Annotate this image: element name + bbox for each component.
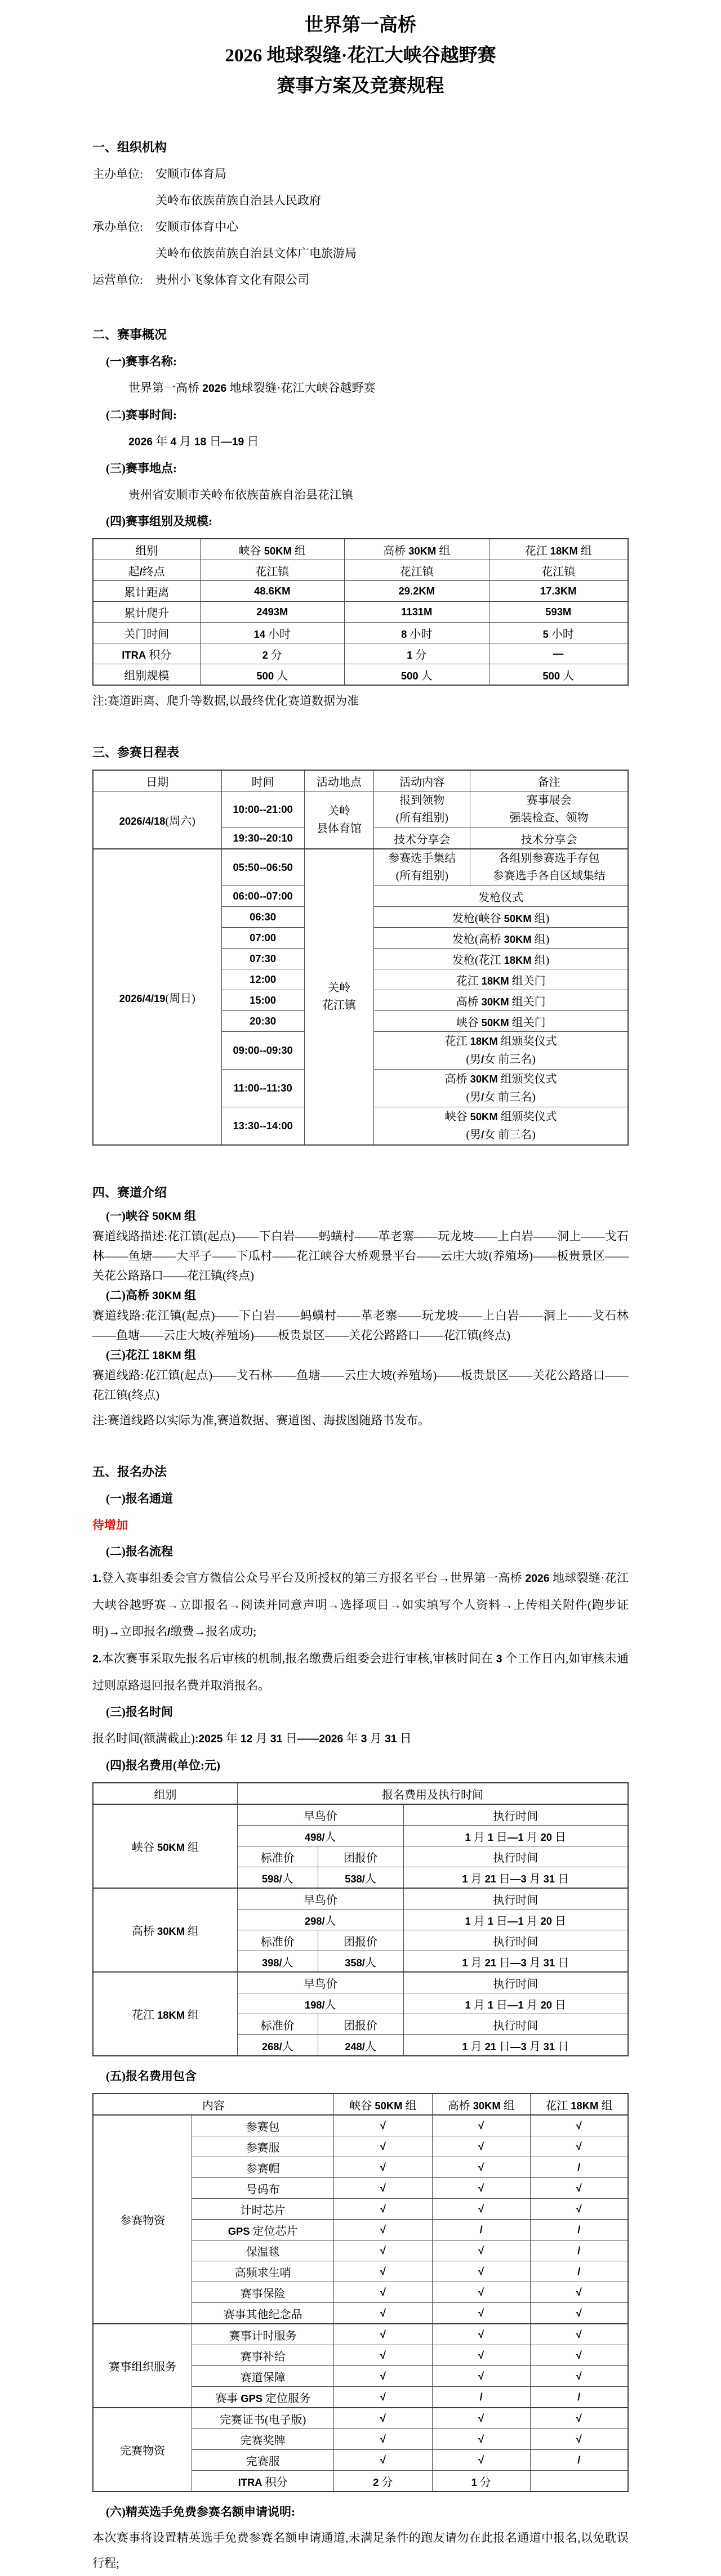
header-cell: 高桥 30KM 组 — [432, 2094, 530, 2115]
item-label: 完赛奖牌 — [192, 2429, 334, 2450]
signup-heading: 五、报名办法 — [92, 1465, 167, 1479]
cell: 标准价 — [238, 1846, 318, 1867]
check-cell: √ — [530, 2178, 628, 2199]
cell: 执行时间 — [403, 1846, 628, 1867]
inclusions-table — [92, 2093, 629, 2492]
inclusions-row — [93, 2324, 628, 2345]
schedule-note-cell: 技术分享会 — [470, 828, 628, 849]
signup-channel-label: (一)报名通道 — [106, 1492, 173, 1505]
item-label: 赛事其他纪念品 — [192, 2303, 334, 2324]
check-cell: √ — [432, 2157, 530, 2178]
schedule-venue-cell — [304, 791, 374, 849]
item-label: 计时芯片 — [192, 2199, 334, 2220]
check-cell: √ — [334, 2157, 433, 2178]
check-cell: √ — [432, 2282, 530, 2303]
cell: 1 月 21 日—3 月 31 日 — [403, 1951, 628, 1973]
content-line: 报到领物 — [399, 794, 445, 807]
inclusions-group-name: 赛事组织服务 — [93, 2324, 192, 2408]
check-cell: √ — [432, 2345, 530, 2366]
overview-item4-label: (四)赛事组别及规模: — [106, 515, 212, 528]
check-cell: √ — [334, 2408, 433, 2429]
check-cell: / — [432, 2220, 530, 2240]
overview-heading: 二、赛事概况 — [92, 328, 167, 342]
schedule-time-cell: 05:50--06:50 — [221, 849, 304, 886]
cell: ITRA 积分 — [93, 643, 200, 664]
cell: 17.3KM — [489, 581, 628, 602]
cell: — — [489, 643, 628, 664]
overview-item2-value: 2026 年 4 月 18 日—19 日 — [128, 435, 259, 448]
fees-group-name: 花江 18KM 组 — [93, 1972, 238, 2056]
item-label: 赛道保障 — [192, 2366, 334, 2387]
cell: 早鸟价 — [238, 1972, 404, 1993]
venue-line: 关岭 — [328, 804, 350, 817]
item-label: 赛事计时服务 — [192, 2324, 334, 2345]
check-cell: √ — [334, 2366, 433, 2387]
cell: 执行时间 — [403, 1972, 628, 1993]
org-host-value: 安顺市体育局 — [155, 167, 226, 181]
item-label: 赛事 GPS 定位服务 — [192, 2387, 334, 2408]
check-cell: √ — [432, 2178, 530, 2199]
schedule-time-cell: 06:00--07:00 — [221, 886, 304, 907]
overview-item1-value: 世界第一高桥 2026 地球裂缝·花江大峡谷越野赛 — [128, 381, 376, 395]
cell: 268/人 — [238, 2035, 318, 2056]
cell: 498/人 — [238, 1826, 404, 1846]
header-cell: 时间 — [221, 770, 304, 791]
check-cell: √ — [334, 2136, 433, 2157]
cell: 标准价 — [238, 1930, 318, 1951]
check-cell: √ — [432, 2366, 530, 2387]
check-cell: √ — [334, 2115, 433, 2136]
schedule-note-cell — [470, 791, 628, 828]
schedule-event-cell — [374, 1107, 628, 1146]
cell: 累计爬升 — [93, 602, 200, 623]
event-line: (男/女 前三名) — [466, 1091, 536, 1103]
cell: 1 月 1 日—1 月 20 日 — [403, 1993, 628, 2014]
overview-item3-label: (三)赛事地点: — [106, 462, 177, 475]
schedule-date-cell: 2026/4/19(周日) — [93, 849, 221, 1145]
cell: 执行时间 — [403, 1930, 628, 1951]
content-line: (所有组别) — [395, 870, 448, 882]
check-cell: √ — [530, 2303, 628, 2324]
schedule-event-cell: 发枪(高桥 30KM 组) — [374, 928, 628, 949]
cell: 500 人 — [345, 664, 489, 686]
schedule-heading: 三、参赛日程表 — [92, 745, 180, 759]
venue-line: 花江镇 — [322, 999, 356, 1012]
elite-heading: (六)精英选手免费参赛名额申请说明: — [106, 2505, 295, 2519]
schedule-event-cell — [374, 1032, 628, 1070]
check-cell: / — [530, 2220, 628, 2240]
header-cell: 高桥 30KM 组 — [345, 539, 489, 560]
org-host-value-2: 关岭布依族苗族自治县人民政府 — [155, 194, 321, 207]
document-page — [92, 0, 629, 2576]
cell: 14 小时 — [200, 623, 345, 643]
header-cell: 内容 — [93, 2094, 334, 2115]
schedule-time-cell: 20:30 — [221, 1011, 304, 1032]
org-operate-label: 运营单位: — [92, 273, 143, 287]
cell: 早鸟价 — [238, 1804, 404, 1826]
signup-channel-pending: 待增加 — [92, 1518, 128, 1532]
header-cell: 活动内容 — [374, 770, 470, 791]
schedule-row — [93, 791, 628, 828]
table-header-row — [93, 539, 628, 560]
check-cell: / — [530, 2387, 628, 2408]
check-cell: √ — [530, 2115, 628, 2136]
check-cell: √ — [334, 2220, 433, 2240]
title-line-1: 世界第一高桥 — [305, 15, 416, 35]
table-row — [93, 643, 628, 664]
schedule-content-cell — [374, 791, 470, 828]
cell: 组别规模 — [93, 664, 200, 686]
schedule-content-cell: 技术分享会 — [374, 828, 470, 849]
course-heading: 四、赛道介绍 — [92, 1186, 167, 1200]
overview-item1-label: (一)赛事名称: — [106, 355, 177, 368]
event-line: (男/女 前三名) — [466, 1129, 536, 1141]
schedule-event-cell: 花江 18KM 组关门 — [374, 969, 628, 990]
check-cell: √ — [334, 2178, 433, 2199]
check-cell: √ — [530, 2136, 628, 2157]
schedule-event-cell: 发枪(花江 18KM 组) — [374, 949, 628, 969]
schedule-content-cell — [374, 849, 470, 886]
cell: 1 分 — [345, 643, 489, 664]
header-cell: 峡谷 50KM 组 — [200, 539, 345, 560]
schedule-event-cell: 发枪(峡谷 50KM 组) — [374, 907, 628, 928]
schedule-event-cell: 高桥 30KM 组关门 — [374, 990, 628, 1011]
check-cell: √ — [530, 2199, 628, 2220]
schedule-time-cell: 10:00--21:00 — [221, 791, 304, 828]
check-cell: √ — [432, 2240, 530, 2261]
cell: 2493M — [200, 602, 345, 623]
check-cell: 1 分 — [432, 2471, 530, 2492]
fees-row — [93, 1972, 628, 1993]
overview-item3-value: 贵州省安顺市关岭布依族苗族自治县花江镇 — [128, 488, 353, 502]
check-cell: √ — [530, 2324, 628, 2345]
header-cell: 日期 — [93, 770, 221, 791]
check-cell: √ — [334, 2282, 433, 2303]
event-line: 峡谷 50KM 组颁奖仪式 — [444, 1111, 557, 1123]
cell: 花江镇 — [489, 560, 628, 581]
schedule-note-cell — [470, 849, 628, 886]
inclusions-header-row — [93, 2094, 628, 2115]
check-cell: √ — [432, 2303, 530, 2324]
check-cell: / — [530, 2261, 628, 2282]
schedule-time-cell: 11:00--11:30 — [221, 1070, 304, 1107]
schedule-time-cell: 07:30 — [221, 949, 304, 969]
check-cell: / — [530, 2240, 628, 2261]
cell: 花江镇 — [345, 560, 489, 581]
check-cell: √ — [334, 2324, 433, 2345]
header-cell: 花江 18KM 组 — [489, 539, 628, 560]
table-row — [93, 581, 628, 602]
title-line-2: 2026 地球裂缝·花江大峡谷越野赛 — [225, 46, 496, 66]
item-label: 保温毯 — [192, 2240, 334, 2261]
item-label: 赛事补给 — [192, 2345, 334, 2366]
cell: 29.2KM — [345, 581, 489, 602]
table-row — [93, 560, 628, 581]
item-label: 参赛帽 — [192, 2157, 334, 2178]
schedule-event-cell — [374, 1070, 628, 1107]
item-label: 号码布 — [192, 2178, 334, 2199]
check-cell: √ — [432, 2199, 530, 2220]
schedule-row — [93, 849, 628, 886]
schedule-time-cell: 07:00 — [221, 928, 304, 949]
check-cell: / — [530, 2157, 628, 2178]
schedule-event-cell: 发枪仪式 — [374, 886, 628, 907]
fees-row — [93, 1804, 628, 1826]
schedule-time-cell: 09:00--09:30 — [221, 1032, 304, 1070]
schedule-event-cell: 峡谷 50KM 组关门 — [374, 1011, 628, 1032]
check-cell: √ — [530, 2345, 628, 2366]
header-cell: 组别 — [93, 1783, 238, 1804]
item-label: 参赛服 — [192, 2136, 334, 2157]
race-groups-note: 注:赛道距离、爬升等数据,以最终优化赛道数据为准 — [92, 694, 359, 708]
signup-fee-label: (四)报名费用(单位:元) — [106, 1759, 220, 1772]
content-line: (所有组别) — [395, 812, 448, 824]
note-line: 参赛选手各自区域集结 — [492, 870, 606, 882]
header-cell: 活动地点 — [304, 770, 374, 791]
cell: 关门时间 — [93, 623, 200, 643]
item-label: 完赛服 — [192, 2450, 334, 2471]
table-row — [93, 602, 628, 623]
signup-flow-step1: 1.登入赛事组委会官方微信公众号平台及所授权的第三方报名平台→世界第一高桥 2026 地球裂缝·花江大峡谷越野赛→立即报名→阅读并同意声明→选择项目→如实填写个人资料→上传相关附件(跑步证明)→立即报名/缴费→报名成功; — [92, 1571, 629, 1638]
cell: 团报价 — [318, 1930, 403, 1951]
cell: 花江镇 — [200, 560, 345, 581]
venue-line: 关岭 — [328, 982, 350, 994]
header-cell: 花江 18KM 组 — [530, 2094, 628, 2115]
inclusions-row — [93, 2115, 628, 2136]
check-cell — [530, 2471, 628, 2492]
header-cell: 报名费用及执行时间 — [238, 1783, 629, 1804]
org-operate-line — [92, 267, 629, 293]
cell: 598/人 — [238, 1867, 318, 1889]
check-cell: √ — [530, 2282, 628, 2303]
schedule-header-row — [93, 770, 628, 791]
check-cell: √ — [432, 2429, 530, 2450]
cell: 执行时间 — [403, 1888, 628, 1909]
title-line-3: 赛事方案及竞赛规程 — [277, 76, 444, 96]
inclusions-group-name: 完赛物资 — [93, 2408, 192, 2492]
course-group2-desc: 赛道线路:花江镇(起点)——下白岩——蚂蟥村——革老寨——玩龙坡——上白岩——洞上——戈石林——鱼塘——云庄大坡(养殖场)——板贵景区——关花公路路口——花江镇(终点) — [92, 1309, 629, 1342]
cell: 538/人 — [318, 1867, 403, 1889]
check-cell: √ — [432, 2115, 530, 2136]
cell: 298/人 — [238, 1909, 404, 1930]
note-line: 赛事展会 — [526, 794, 572, 807]
org-host-label: 主办单位: — [92, 167, 143, 181]
org-undertake-value-2: 关岭布依族苗族自治县文体广电旅游局 — [155, 247, 357, 260]
signup-flow-step2: 2.本次赛事采取先报名后审核的机制,报名缴费后组委会进行审核,审核时间在 3 个工作日内,如审核未通过则原路退回报名费并取消报名。 — [92, 1652, 629, 1692]
table-row — [93, 664, 628, 686]
org-host-line — [92, 161, 629, 187]
note-line: 强装检查、领物 — [509, 812, 589, 824]
cell: 早鸟价 — [238, 1888, 404, 1909]
check-cell: √ — [334, 2387, 433, 2408]
event-line: (男/女 前三名) — [466, 1053, 536, 1066]
check-cell: √ — [432, 2408, 530, 2429]
cell: 执行时间 — [403, 1804, 628, 1826]
org-undertake-label: 承办单位: — [92, 220, 143, 234]
header-cell: 组别 — [93, 539, 200, 560]
cell: 358/人 — [318, 1951, 403, 1973]
venue-line: 县体育馆 — [317, 822, 362, 835]
table-row — [93, 623, 628, 643]
item-label: 赛事保险 — [192, 2282, 334, 2303]
schedule-time-cell: 06:30 — [221, 907, 304, 928]
cell: 593M — [489, 602, 628, 623]
signup-time-label: (三)报名时间 — [106, 1705, 173, 1719]
check-cell: √ — [334, 2240, 433, 2261]
check-cell: √ — [432, 2324, 530, 2345]
cell: 48.6KM — [200, 581, 345, 602]
schedule-time-cell: 15:00 — [221, 990, 304, 1011]
elite-paragraph: 本次赛事将设置精英选手免费参赛名额申请通道,未满足条件的跑友请勿在此报名通道中报名,以免耽误行程; — [92, 2531, 629, 2570]
cell: 1 月 21 日—3 月 31 日 — [403, 2035, 628, 2056]
item-label: 完赛证书(电子版) — [192, 2408, 334, 2429]
race-groups-table — [92, 538, 629, 686]
item-label: 高频求生哨 — [192, 2261, 334, 2282]
event-line: 花江 18KM 组颁奖仪式 — [444, 1035, 557, 1048]
signup-time-value: 报名时间(额满截止):2025 年 12 月 31 日——2026 年 3 月 31 日 — [92, 1732, 412, 1745]
item-label: 参赛包 — [192, 2115, 334, 2136]
fees-group-name: 峡谷 50KM 组 — [93, 1804, 238, 1888]
cell: 2 分 — [200, 643, 345, 664]
section-course — [92, 1179, 629, 1434]
check-cell: √ — [334, 2429, 433, 2450]
event-line: 高桥 30KM 组颁奖仪式 — [444, 1073, 557, 1085]
section-signup — [92, 1459, 629, 2576]
check-cell: / — [432, 2387, 530, 2408]
cell: 500 人 — [489, 664, 628, 686]
cell: 1 月 1 日—1 月 20 日 — [403, 1909, 628, 1930]
note-line: 各组别参赛选手存包 — [498, 852, 600, 865]
inclusions-row — [93, 2408, 628, 2429]
overview-item2-label: (二)赛事时间: — [106, 408, 177, 422]
fees-header-row — [93, 1783, 628, 1804]
cell: 团报价 — [318, 1846, 403, 1867]
fees-table — [92, 1782, 629, 2056]
header-cell: 峡谷 50KM 组 — [334, 2094, 433, 2115]
check-cell: / — [530, 2450, 628, 2471]
cell: 248/人 — [318, 2035, 403, 2056]
check-cell: √ — [530, 2366, 628, 2387]
course-group3-desc: 赛道线路:花江镇(起点)——戈石林——鱼塘——云庄大坡(养殖场)——板贵景区——关花公路路口——花江镇(终点) — [92, 1368, 629, 1402]
cell: 团报价 — [318, 2014, 403, 2035]
fees-group-name: 高桥 30KM 组 — [93, 1888, 238, 1972]
cell: 398/人 — [238, 1951, 318, 1973]
check-cell: √ — [334, 2450, 433, 2471]
schedule-venue-cell — [304, 849, 374, 1145]
org-heading: 一、组织机构 — [92, 140, 167, 154]
schedule-table — [92, 770, 629, 1146]
cell: 1131M — [345, 602, 489, 623]
cell: 198/人 — [238, 1993, 404, 2014]
check-cell: 2 分 — [334, 2471, 433, 2492]
course-group2-label: (二)高桥 30KM 组 — [106, 1289, 197, 1302]
cell: 执行时间 — [403, 2014, 628, 2035]
cell: 8 小时 — [345, 623, 489, 643]
schedule-time-cell: 19:30--20:10 — [221, 828, 304, 849]
check-cell: √ — [334, 2261, 433, 2282]
check-cell: √ — [334, 2199, 433, 2220]
check-cell: √ — [432, 2261, 530, 2282]
course-group1-desc: 赛道线路描述:花江镇(起点)——下白岩——蚂蟥村——革老寨——玩龙坡——上白岩——洞上——戈石林——鱼塘——大平子——下瓜村——花江峡谷大桥观景平台——云庄大坡(养殖场)——板贵景区——关花公路路口——花江镇(终点) — [92, 1229, 629, 1282]
org-undertake-line — [92, 214, 629, 240]
check-cell: √ — [334, 2303, 433, 2324]
cell: 累计距离 — [93, 581, 200, 602]
cell: 5 小时 — [489, 623, 628, 643]
inclusions-group-name: 参赛物资 — [93, 2115, 192, 2324]
header-cell: 备注 — [470, 770, 628, 791]
cell: 起/终点 — [93, 560, 200, 581]
fees-row — [93, 1888, 628, 1909]
document-title — [92, 10, 629, 101]
item-label: ITRA 积分 — [192, 2471, 334, 2492]
inclusions-heading: (五)报名费用包含 — [106, 2069, 197, 2083]
schedule-time-cell: 13:30--14:00 — [221, 1107, 304, 1146]
cell: 1 月 21 日—3 月 31 日 — [403, 1867, 628, 1889]
course-group3-label: (三)花江 18KM 组 — [106, 1348, 197, 1362]
org-undertake-value: 安顺市体育中心 — [155, 220, 238, 234]
check-cell: √ — [432, 2450, 530, 2471]
content-line: 参赛选手集结 — [388, 852, 456, 865]
course-group1-label: (一)峡谷 50KM 组 — [106, 1209, 197, 1223]
schedule-date-cell: 2026/4/18(周六) — [93, 791, 221, 849]
signup-flow-label: (二)报名流程 — [106, 1545, 173, 1558]
section-organization — [92, 134, 629, 293]
course-note: 注:赛道线路以实际为准,赛道数据、赛道图、海拔图随路书发布。 — [92, 1414, 430, 1427]
section-schedule — [92, 739, 629, 1146]
check-cell: √ — [530, 2429, 628, 2450]
check-cell: √ — [530, 2408, 628, 2429]
section-overview — [92, 321, 629, 714]
cell: 500 人 — [200, 664, 345, 686]
item-label: GPS 定位芯片 — [192, 2220, 334, 2240]
check-cell: √ — [334, 2345, 433, 2366]
check-cell: √ — [432, 2136, 530, 2157]
org-operate-value: 贵州小飞象体育文化有限公司 — [155, 273, 309, 287]
cell: 标准价 — [238, 2014, 318, 2035]
schedule-time-cell: 12:00 — [221, 969, 304, 990]
cell: 1 月 1 日—1 月 20 日 — [403, 1826, 628, 1846]
